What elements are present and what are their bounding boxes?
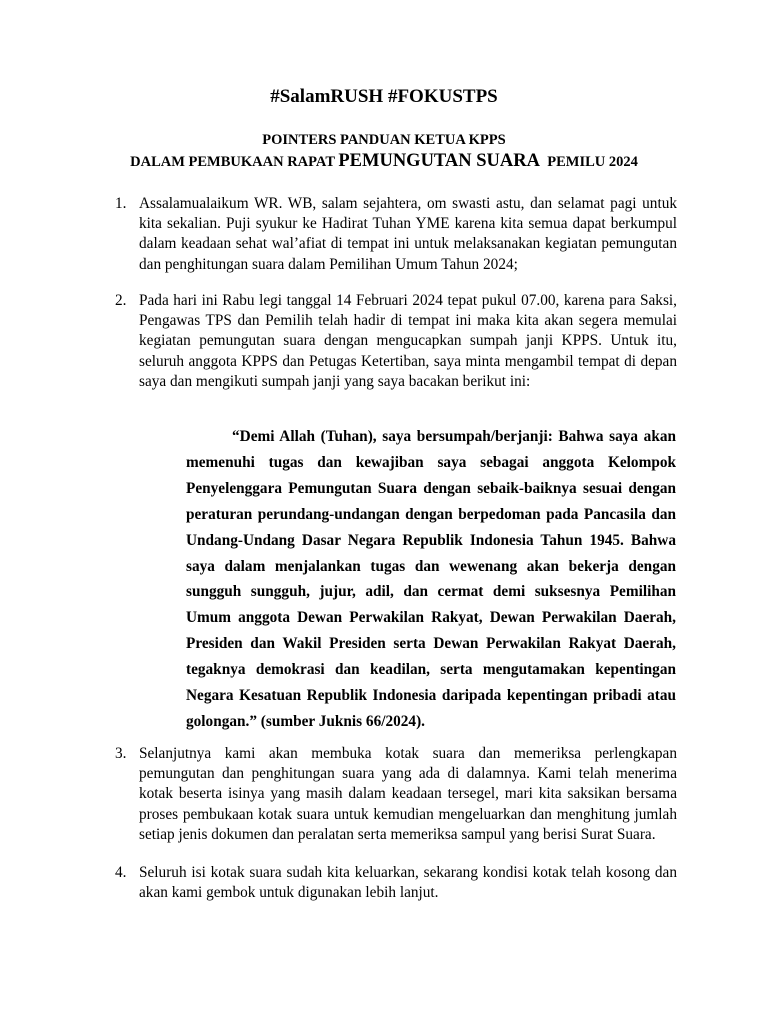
list-item-text: Pada hari ini Rabu legi tanggal 14 Februari 2024 tepat pukul 07.00, karena para Saksi, Pengawas TPS dan Pemilih telah hadir di tempat ini maka kita akan segera memulai kegiatan pemungutan suara dengan mengucapkan sumpah janji KPPS. Untuk itu, seluruh anggota KPPS dan Petugas Ketertiban, saya minta mengambil tempat di depan saya dan mengikuti sumpah janji yang saya bacakan berikut ini:: [139, 292, 677, 390]
title-line-2: [0, 150, 768, 173]
list-item-number: 1.: [115, 195, 127, 212]
list-item-1: [115, 194, 677, 275]
list-item-number: 2.: [115, 292, 127, 309]
list-item-text: Assalamualaikum WR. WB, salam sejahtera, om swasti astu, dan selamat pagi untuk kita sekalian. Puji syukur ke Hadirat Tuhan YME karena kita semua dapat berkumpul dalam keadaan sehat wal’afiat di tempat ini untuk melaksanakan kegiatan pemungutan dan penghitungan suara dalam Pemilihan Umum Tahun 2024;: [139, 195, 677, 273]
list-item-text: Selanjutnya kami akan membuka kotak suara dan memeriksa perlengkapan pemungutan dan penghitungan suara yang ada di dalamnya. Kami telah menerima kotak beserta isinya yang masih dalam keadaan tersegel, mari kita saksikan bersama proses pembukaan kotak suara untuk kemudian mengeluarkan dan menghitung jumlah setiap jenis dokumen dan peralatan serta memeriksa sampul yang berisi Surat Suara.: [139, 745, 677, 843]
oath-quote: “Demi Allah (Tuhan), saya bersumpah/berjanji: Bahwa saya akan memenuhi tugas dan kewajiban saya sebagai anggota Kelompok Penyelenggara Pemungutan Suara dengan sebaik-baiknya sesuai dengan peraturan perundang-undangan dengan berpedoman pada Pancasila dan Undang-Undang Dasar Negara Republik Indonesia Tahun 1945. Bahwa saya dalam menjalankan tugas dan wewenang akan bekerja dengan sungguh sungguh, jujur, adil, dan cermat demi suksesnya Pemilihan Umum anggota Dewan Perwakilan Rakyat, Dewan Perwakilan Daerah, Presiden dan Wakil Presiden serta Dewan Perwakilan Rakyat Daerah, tegaknya demokrasi dan keadilan, serta mengutamakan kepentingan Negara Kesatuan Republik Indonesia daripada kepentingan pribadi atau golongan.” (sumber Juknis 66/2024).: [186, 428, 676, 730]
title-line-2-part-1: DALAM PEMBUKAAN RAPAT: [130, 154, 335, 170]
list-item-number: 3.: [115, 745, 127, 762]
title-line-2-part-2: PEMUNGUTAN SUARA: [338, 151, 540, 171]
list-item-3: [115, 744, 677, 845]
hashtag-heading: #SalamRUSH #FOKUSTPS: [270, 86, 498, 107]
list-item-text: Seluruh isi kotak suara sudah kita keluarkan, sekarang kondisi kotak telah kosong dan akan kami gembok untuk digunakan lebih lanjut.: [139, 864, 677, 902]
list-item-4: [115, 863, 677, 903]
title-line-1: POINTERS PANDUAN KETUA KPPS: [262, 132, 506, 148]
title-line-2-part-3: PEMILU 2024: [547, 154, 638, 170]
list-item-2: [115, 291, 677, 392]
list-item-number: 4.: [115, 864, 127, 881]
